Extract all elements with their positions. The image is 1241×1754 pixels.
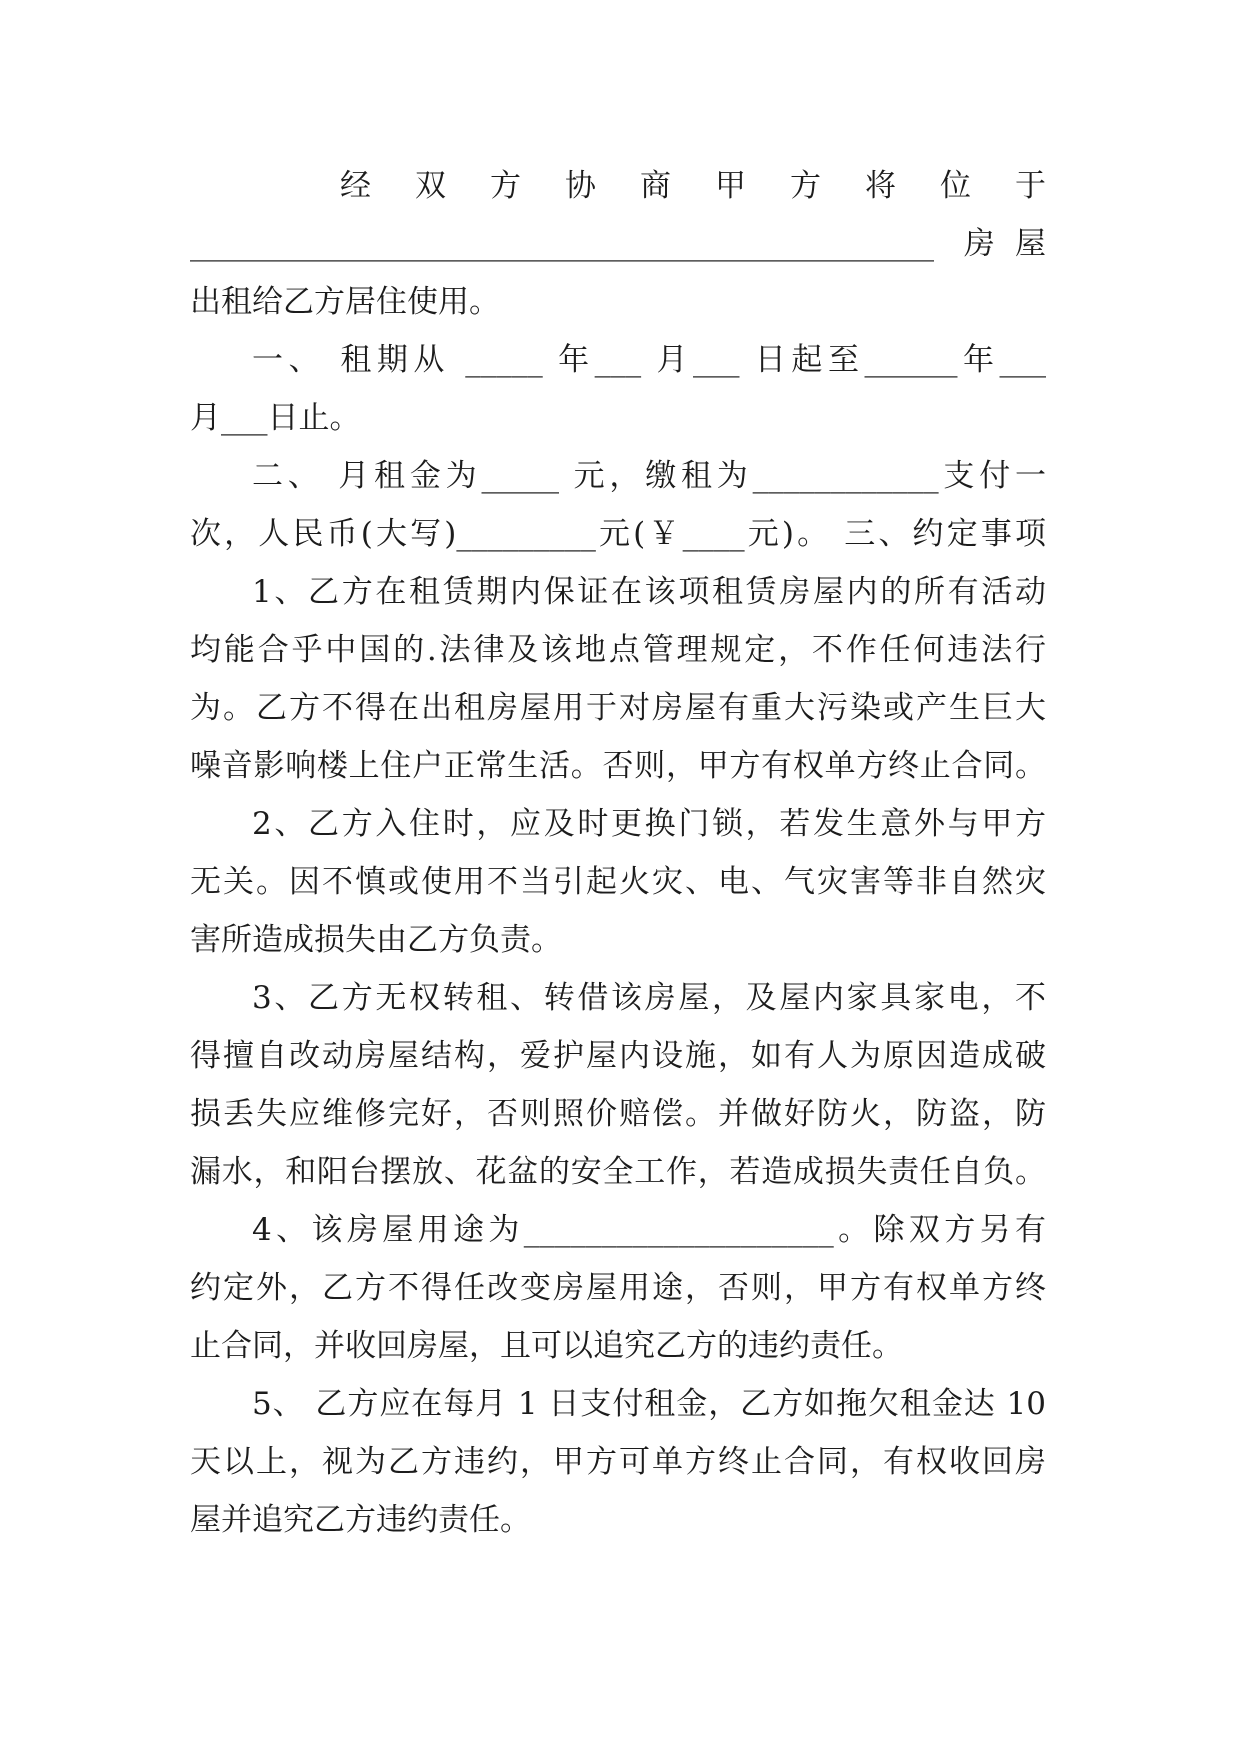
text-line-6: 二、 月租金为_____ 元，缴租为____________支付一	[252, 458, 1046, 494]
text-line-4: 一、 租期从 _____ 年___ 月___ 日起至______年___	[252, 342, 1046, 378]
text-line-13: 无关。因不慎或使用不当引起火灾、电、气灾害等非自然灾	[190, 864, 1046, 900]
text-line-18: 漏水，和阳台摆放、花盆的安全工作，若造成损失责任自负。	[190, 1154, 1046, 1190]
text-line-9: 均能合乎中国的.法律及该地点管理规定，不作任何违法行	[190, 632, 1046, 668]
text-line-15: 3、乙方无权转租、转借该房屋，及屋内家具家电，不	[252, 980, 1046, 1016]
text-line-2: ________________________________________________ 房屋	[190, 226, 1046, 262]
text-line-8: 1、乙方在租赁期内保证在该项租赁房屋内的所有活动	[252, 574, 1046, 610]
text-line-21: 止合同，并收回房屋，且可以追究乙方的违约责任。	[190, 1328, 903, 1364]
text-line-1: 经 双 方 协 商 甲 方 将 位 于	[340, 168, 1046, 204]
text-line-11: 噪音影响楼上住户正常生活。否则，甲方有权单方终止合同。	[190, 748, 1046, 784]
text-line-14: 害所造成损失由乙方负责。	[190, 922, 562, 958]
text-line-5: 月___日止。	[190, 400, 361, 436]
text-line-16: 得擅自改动房屋结构，爱护屋内设施，如有人为原因造成破	[190, 1038, 1046, 1074]
text-line-12: 2、乙方入住时，应及时更换门锁，若发生意外与甲方	[252, 806, 1046, 842]
text-line-22: 5、 乙方应在每月 1 日支付租金，乙方如拖欠租金达 10	[252, 1386, 1046, 1422]
text-line-10: 为。乙方不得在出租房屋用于对房屋有重大污染或产生巨大	[190, 690, 1046, 726]
text-line-19: 4、该房屋用途为____________________。除双方另有	[252, 1212, 1046, 1248]
text-line-24: 屋并追究乙方违约责任。	[190, 1502, 531, 1538]
text-line-17: 损丢失应维修完好，否则照价赔偿。并做好防火，防盗，防	[190, 1096, 1046, 1132]
text-line-23: 天以上，视为乙方违约，甲方可单方终止合同，有权收回房	[190, 1444, 1046, 1480]
text-line-3: 出租给乙方居住使用。	[190, 284, 500, 320]
text-line-7: 次，人民币(大写)_________元(￥____元)。 三、约定事项	[190, 516, 1046, 552]
text-line-20: 约定外，乙方不得任改变房屋用途，否则，甲方有权单方终	[190, 1270, 1046, 1306]
